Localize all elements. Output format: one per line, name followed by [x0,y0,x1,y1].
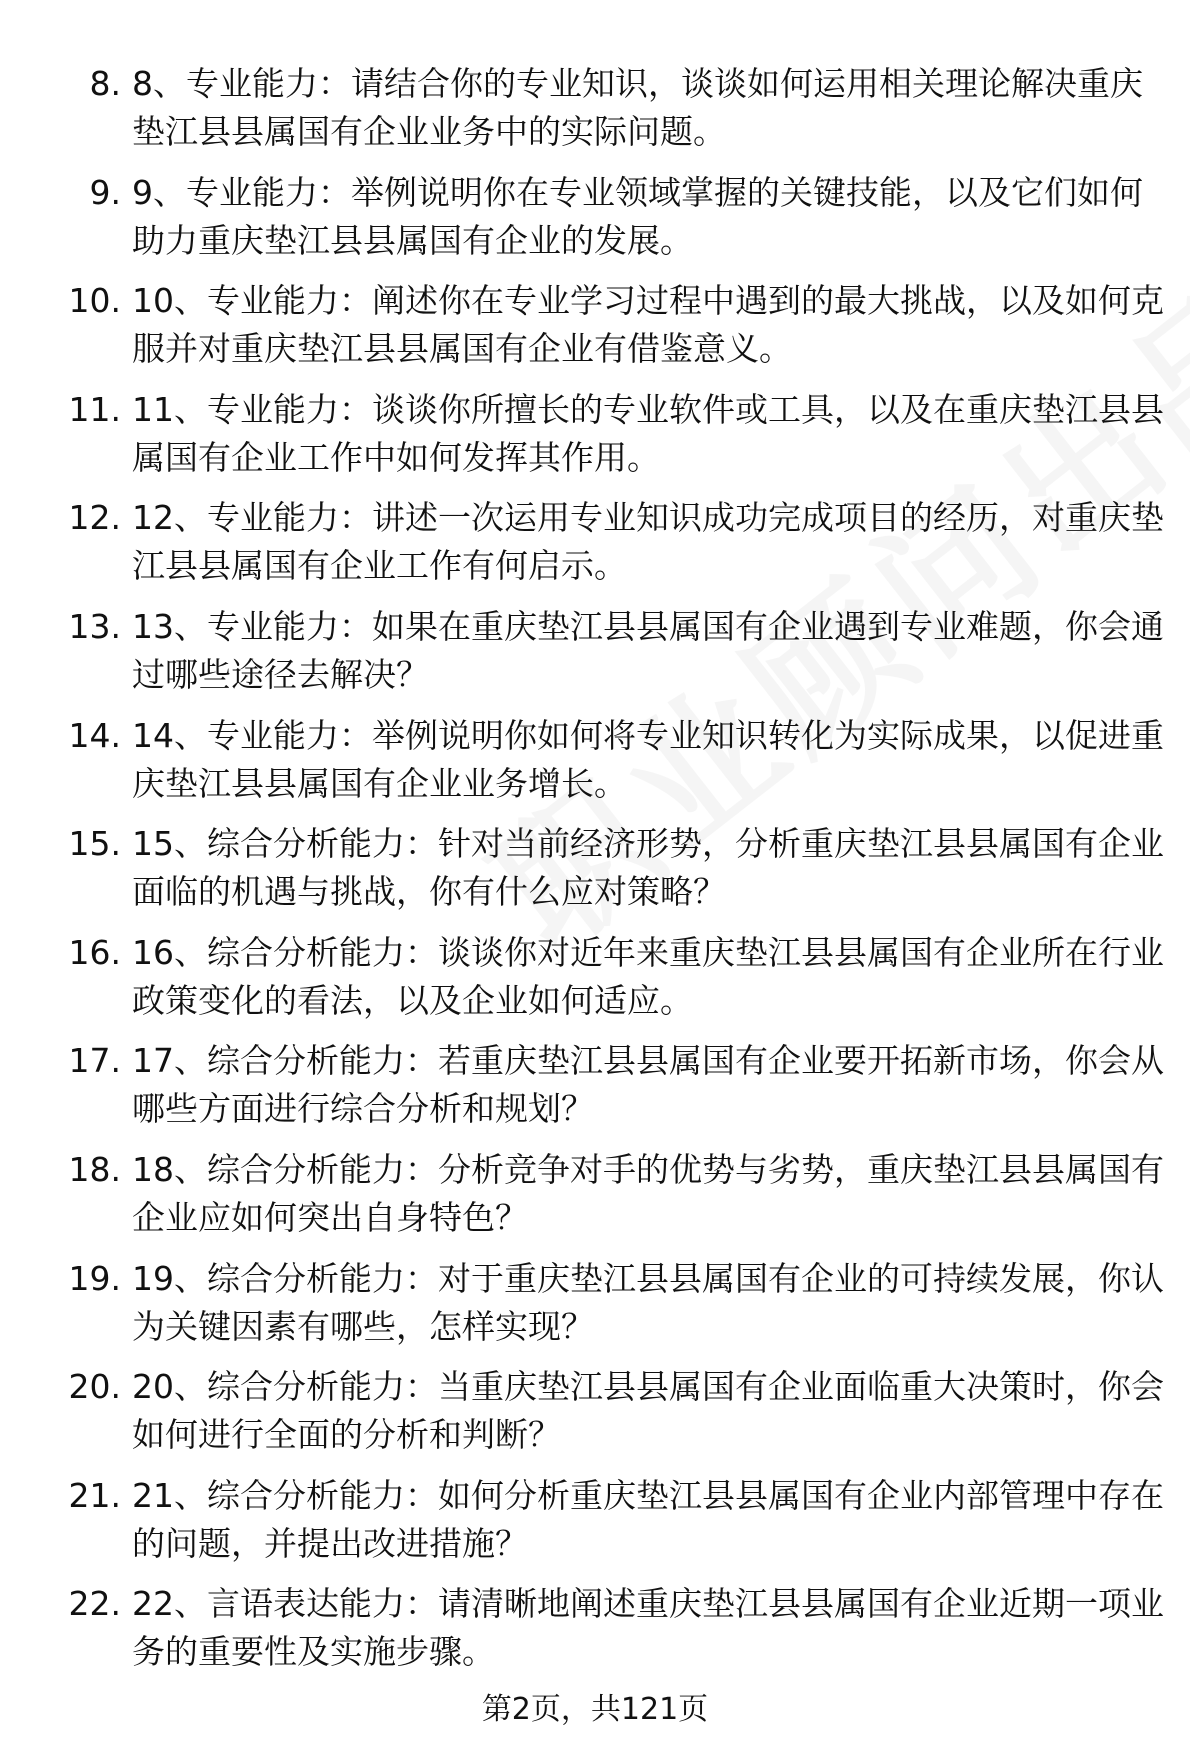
question-item [0,820,1190,929]
question-item [0,60,1190,169]
question-text: 16、综合分析能力：谈谈你对近年来重庆垫江县县属国有企业所在行业政策变化的看法，以及企业如何适应。 [132,932,1164,1020]
question-text: 8、专业能力：请结合你的专业知识，谈谈如何运用相关理论解决重庆垫江县县属国有企业业务中的实际问题。 [132,64,1143,151]
question-item [0,1255,1190,1364]
question-list [0,60,1190,1689]
question-text: 19、综合分析能力：对于重庆垫江县县属国有企业的可持续发展，你认为关键因素有哪些，怎样实现？ [132,1258,1164,1346]
question-text: 18、综合分析能力：分析竞争对手的优势与劣势，重庆垫江县县属国有企业应如何突出自身特色？ [132,1149,1164,1237]
question-number: 16. [68,932,121,972]
question-text: 10、专业能力：阐述你在专业学习过程中遇到的最大挑战，以及如何克服并对重庆垫江县县属国有企业有借鉴意义。 [132,281,1164,369]
question-number: 12. [68,498,121,538]
question-number: 19. [68,1258,121,1298]
page-footer: 第2页，共121页 [481,1692,709,1727]
question-text: 21、综合分析能力：如何分析重庆垫江县县属国有企业内部管理中存在的问题，并提出改进措施？ [132,1475,1164,1563]
question-text: 14、专业能力：举例说明你如何将专业知识转化为实际成果，以促进重庆垫江县县属国有企业业务增长。 [132,715,1164,803]
question-number: 14. [68,715,121,755]
question-number: 11. [68,389,121,429]
question-item [0,386,1190,495]
question-number: 8. [89,64,121,103]
question-text: 17、综合分析能力：若重庆垫江县县属国有企业要开拓新市场，你会从哪些方面进行综合分析和规划？ [132,1041,1164,1129]
question-item [0,1037,1190,1146]
question-text: 22、言语表达能力：请清晰地阐述重庆垫江县县属国有企业近期一项业务的重要性及实施步骤。 [132,1584,1164,1672]
question-number: 10. [68,281,121,321]
question-number: 15. [68,824,121,864]
question-number: 21. [68,1475,121,1515]
question-item [0,929,1190,1038]
question-text: 15、综合分析能力：针对当前经济形势，分析重庆垫江县县属国有企业面临的机遇与挑战，你有什么应对策略？ [132,824,1164,912]
question-text: 20、综合分析能力：当重庆垫江县县属国有企业面临重大决策时，你会如何进行全面的分析和判断？ [132,1367,1164,1455]
question-item [0,1472,1190,1581]
question-number: 18. [68,1149,121,1189]
question-item [0,277,1190,386]
question-number: 20. [68,1367,121,1407]
question-item [0,1146,1190,1255]
question-item [0,169,1190,278]
question-item [0,1363,1190,1472]
question-text: 13、专业能力：如果在重庆垫江县县属国有企业遇到专业难题，你会通过哪些途径去解决？ [132,606,1164,694]
question-number: 13. [68,606,121,646]
question-text: 9、专业能力：举例说明你在专业领域掌握的关键技能，以及它们如何助力重庆垫江县县属国有企业的发展。 [132,172,1143,260]
question-item [0,1580,1190,1689]
question-number: 9. [89,172,121,212]
question-text: 12、专业能力：讲述一次运用专业知识成功完成项目的经历，对重庆垫江县县属国有企业工作有何启示。 [132,498,1164,586]
question-item [0,603,1190,712]
question-number: 17. [68,1041,121,1081]
question-item [0,712,1190,821]
question-number: 22. [68,1584,121,1624]
question-item [0,494,1190,603]
question-text: 11、专业能力：谈谈你所擅长的专业软件或工具，以及在重庆垫江县县属国有企业工作中如何发挥其作用。 [132,389,1164,477]
